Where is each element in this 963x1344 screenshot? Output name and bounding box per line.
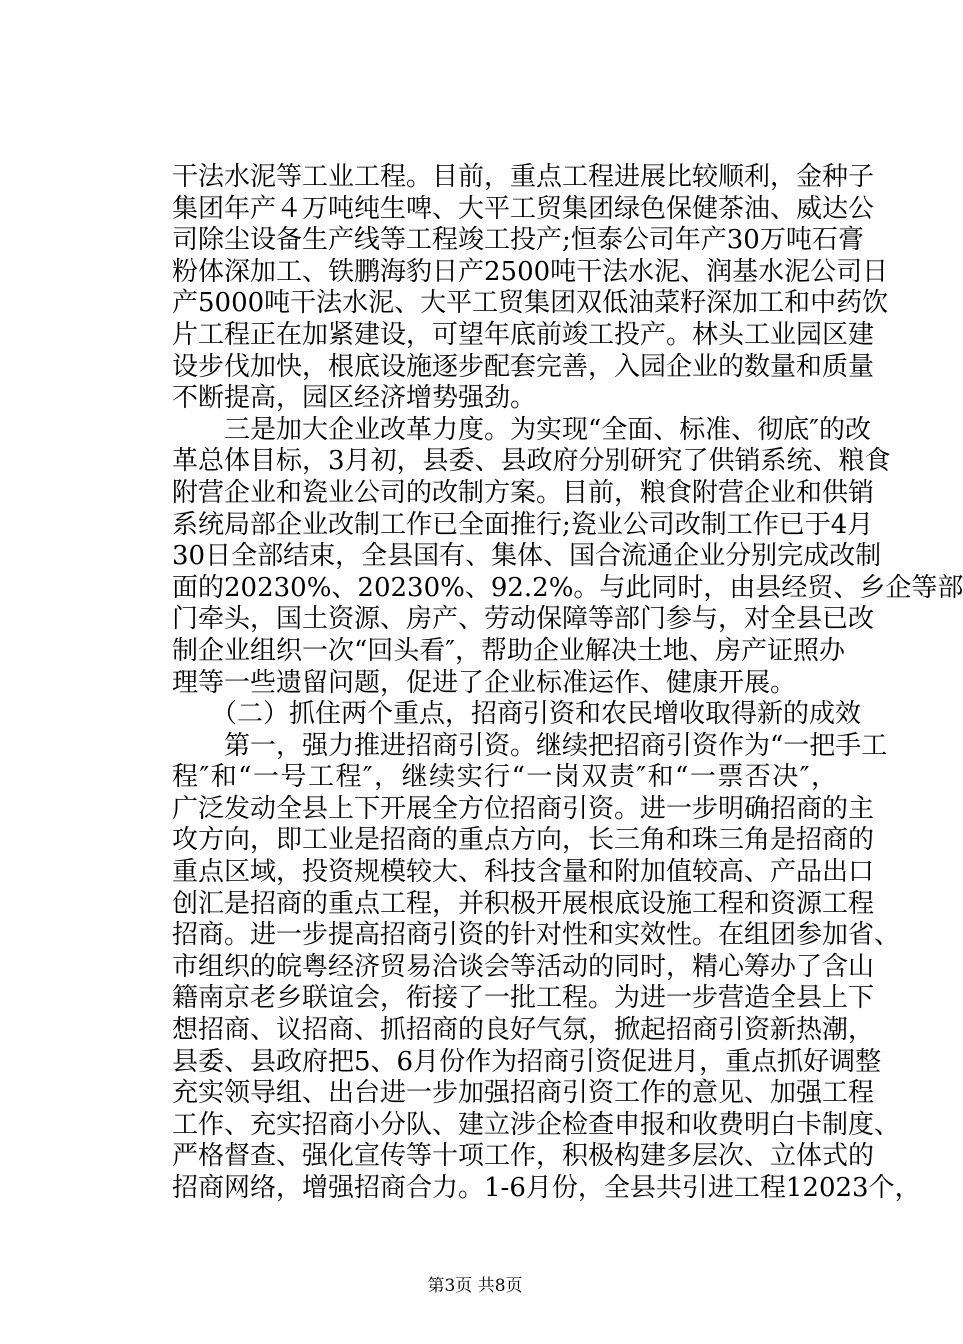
text-line: 革总体目标，3月初，县委、县政府分别研究了供销系统、粮食 xyxy=(172,446,891,477)
text-line: 重点区域，投资规模较大、科技含量和附加值较高、产品出口 xyxy=(172,857,875,888)
text-line: 设步伐加快，根底设施逐步配套完善，入园企业的数量和质量 xyxy=(172,351,875,382)
text-line: 攻方向，即工业是招商的重点方向，长三角和珠三角是招商的 xyxy=(172,825,875,856)
text-line: 制企业组织一次“回头看″，帮助企业解决土地、房产证照办 xyxy=(172,635,846,666)
text-line: 附营企业和瓷业公司的改制方案。目前，粮食附营企业和供销 xyxy=(172,477,875,508)
text-line: 30日全部结束，全县国有、集体、国合流通企业分别完成改制 xyxy=(172,541,882,572)
document-body xyxy=(172,162,963,1205)
text-line: 创汇是招商的重点工程，并积极开展根底设施工程和资源工程 xyxy=(172,888,875,919)
text-line: 程″和“一号工程″，继续实行“一岗双责″和“一票否决″， xyxy=(172,762,837,793)
text-line: 招商网络，增强招商合力。1-6月份，全县共引进工程12023个， xyxy=(172,1173,921,1203)
page-number-footer: 第3页 共8页 xyxy=(427,1276,523,1296)
text-line: 集团年产４万吨纯生啤、大平工贸集团绿色保健茶油、威达公 xyxy=(172,193,875,224)
text-line: 干法水泥等工业工程。目前，重点工程进展比较顺利，金种子 xyxy=(172,162,875,192)
text-line: 粉体深加工、铁鹏海豹日产2500吨干法水泥、润基水泥公司日 xyxy=(172,256,889,287)
text-line: 市组织的皖粤经济贸易洽谈会等活动的同时，精心筹办了含山 xyxy=(172,951,875,982)
text-line: 广泛发动全县上下开展全方位招商引资。进一步明确招商的主 xyxy=(172,793,875,824)
text-line: 门牵头，国土资源、房产、劳动保障等部门参与，对全县已改 xyxy=(172,604,875,635)
text-line: 工作、充实招商小分队、建立涉企检查申报和收费明白卡制度、 xyxy=(172,1109,901,1140)
section-heading: （二）抓住两个重点，招商引资和农民增收取得新的成效 xyxy=(172,699,862,730)
text-line: 县委、县政府把5、6月份作为招商引资促进月，重点抓好调整 xyxy=(172,1046,882,1077)
text-line: 产5000吨干法水泥、大平工贸集团双低油菜籽深加工和中药饮 xyxy=(172,288,889,319)
text-line: 籍南京老乡联谊会，衔接了一批工程。为进一步营造全县上下 xyxy=(172,983,875,1014)
text-line: 严格督查、强化宣传等十项工作，积极构建多层次、立体式的 xyxy=(172,1141,875,1172)
text-line: 司除尘设备生产线等工程竣工投产;恒泰公司年产30万吨石膏 xyxy=(172,225,864,256)
text-line: 片工程正在加紧建设，可望年底前竣工投产。林头工业园区建 xyxy=(172,319,875,350)
text-line: 系统局部企业改制工作已全面推行;瓷业公司改制工作已于4月 xyxy=(172,509,874,540)
text-line: 第一，强力推进招商引资。继续把招商引资作为“一把手工 xyxy=(172,730,888,761)
text-line: 充实领导组、出台进一步加强招商引资工作的意见、加强工程 xyxy=(172,1078,875,1109)
text-line: 面的20230%、20230%、92.2%。与此同时，由县经贸、乡企等部 xyxy=(172,572,963,603)
text-line: 招商。进一步提高招商引资的针对性和实效性。在组团参加省、 xyxy=(172,920,901,951)
text-line: 理等一些遗留问题，促进了企业标准运作、健康开展。 xyxy=(172,667,797,698)
text-line: 想招商、议招商、抓招商的良好气氛，掀起招商引资新热潮， xyxy=(172,1015,875,1046)
text-line: 不断提高，园区经济增势强劲。 xyxy=(172,383,537,414)
text-line: 三是加大企业改革力度。为实现“全面、标准、彻底″的改 xyxy=(172,414,872,445)
